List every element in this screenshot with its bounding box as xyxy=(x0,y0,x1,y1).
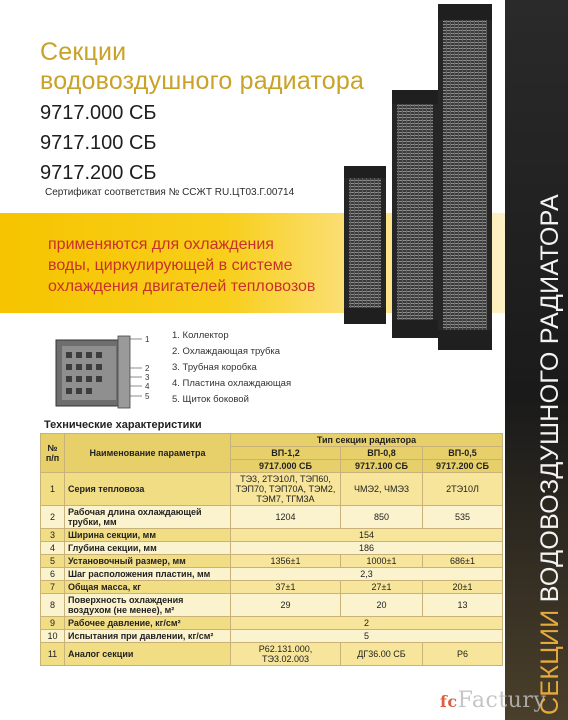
legend-item-2: 2. Охлаждающая трубка xyxy=(172,346,281,357)
row-value: Р6 xyxy=(423,643,503,666)
row-value: 535 xyxy=(423,506,503,529)
row-value: 20±1 xyxy=(423,581,503,594)
code-header-2: 9717.100 СБ xyxy=(341,460,423,473)
diagram-mark-3: 3 xyxy=(145,373,150,382)
row-number: 8 xyxy=(41,594,65,617)
title-block xyxy=(40,38,364,188)
legend-item-1: 1. Коллектор xyxy=(172,330,229,341)
diagram-mark-5: 5 xyxy=(145,392,150,401)
row-value: ДГ36.00 СБ xyxy=(341,643,423,666)
row-number: 10 xyxy=(41,630,65,643)
diagram-mark-2: 2 xyxy=(145,364,150,373)
row-parameter: Глубина секции, мм xyxy=(65,542,231,555)
row-number: 5 xyxy=(41,555,65,568)
row-number: 7 xyxy=(41,581,65,594)
row-value-merged: 154 xyxy=(231,529,503,542)
radiator-tall xyxy=(438,4,492,350)
radiator-small xyxy=(344,166,386,324)
row-number: 3 xyxy=(41,529,65,542)
row-number: 1 xyxy=(41,473,65,506)
side-title-part-2: ВОДОВОЗДУШНОГО РАДИАТОРА xyxy=(536,194,564,603)
radiator-medium xyxy=(392,90,438,338)
radiator-sections-illustration xyxy=(330,0,510,355)
row-parameter: Ширина секции, мм xyxy=(65,529,231,542)
row-value: 1356±1 xyxy=(231,555,341,568)
row-parameter: Серия тепловоза xyxy=(65,473,231,506)
row-number: 4 xyxy=(41,542,65,555)
diagram-mark-1: 1 xyxy=(145,335,150,344)
legend-item-5: 5. Щиток боковой xyxy=(172,394,249,405)
row-value: 686±1 xyxy=(423,555,503,568)
row-parameter: Испытания при давлении, кг/см² xyxy=(65,630,231,643)
row-parameter: Поверхность охлаждения воздухом (не менее), м² xyxy=(65,594,231,617)
col-param-header: Наименование параметра xyxy=(65,434,231,473)
row-value: 850 xyxy=(341,506,423,529)
usage-text xyxy=(48,234,378,297)
model-number-1: 9717.000 СБ xyxy=(40,102,157,124)
row-value-merged: 186 xyxy=(231,542,503,555)
row-number: 9 xyxy=(41,617,65,630)
page-title-line-1: Секции xyxy=(40,38,127,66)
table-row xyxy=(41,555,503,568)
row-parameter: Общая масса, кг xyxy=(65,581,231,594)
table-row xyxy=(41,529,503,542)
row-value: 27±1 xyxy=(341,581,423,594)
row-value: Р62.131.000, ТЭ3.02.003 xyxy=(231,643,341,666)
col-type-header: Тип секции радиатора xyxy=(231,434,503,447)
page-title-line-2: водовоздушного радиатора xyxy=(40,67,365,95)
code-header-1: 9717.000 СБ xyxy=(231,460,341,473)
tech-table-title: Технические характеристики xyxy=(44,419,202,431)
row-value: 1000±1 xyxy=(341,555,423,568)
row-number: 6 xyxy=(41,568,65,581)
row-parameter: Шаг расположения пластин, мм xyxy=(65,568,231,581)
code-header-3: 9717.200 СБ xyxy=(423,460,503,473)
side-title-part-1: СЕКЦИИ xyxy=(536,602,564,715)
row-value: ЧМЭ2, ЧМЭ3 xyxy=(341,473,423,506)
tech-specs-table xyxy=(40,433,503,666)
watermark-text: Factury xyxy=(457,688,547,713)
legend-item-3: 3. Трубная коробка xyxy=(172,362,257,373)
table-row xyxy=(41,473,503,506)
row-value-merged: 5 xyxy=(231,630,503,643)
watermark xyxy=(440,688,546,713)
usage-line-2: воды, циркулирующей в системе xyxy=(48,257,293,274)
model-number-3: 9717.200 СБ xyxy=(40,162,157,184)
table-row xyxy=(41,542,503,555)
radiator-section-diagram xyxy=(48,330,158,412)
table-row xyxy=(41,594,503,617)
row-parameter: Аналог секции xyxy=(65,643,231,666)
side-vertical-title xyxy=(536,194,565,715)
row-value: 37±1 xyxy=(231,581,341,594)
table-row xyxy=(41,506,503,529)
table-row xyxy=(41,581,503,594)
row-value: 2ТЭ10Л xyxy=(423,473,503,506)
row-value: 13 xyxy=(423,594,503,617)
row-value-merged: 2 xyxy=(231,617,503,630)
usage-line-3: охлаждения двигателей тепловозов xyxy=(48,278,316,295)
table-row xyxy=(41,568,503,581)
row-parameter: Рабочее давление, кг/см² xyxy=(65,617,231,630)
row-value: 1204 xyxy=(231,506,341,529)
row-parameter: Установочный размер, мм xyxy=(65,555,231,568)
watermark-logo-icon: fc xyxy=(440,692,458,711)
col-num-header: № п/п xyxy=(41,434,65,473)
row-value-merged: 2,3 xyxy=(231,568,503,581)
certificate-text: Сертификат соответствия № ССЖТ RU.ЦТ03.Г.00714 xyxy=(45,187,295,198)
diagram-mark-4: 4 xyxy=(145,382,150,391)
row-value: ТЭ3, 2ТЭ10Л, ТЭП60, ТЭП70, ТЭП70А, ТЭМ2, ТЭМ7, ТГМ3А xyxy=(231,473,341,506)
row-value: 20 xyxy=(341,594,423,617)
type-header-1: ВП-1,2 xyxy=(231,447,341,460)
usage-line-1: применяются для охлаждения xyxy=(48,236,274,253)
row-value: 29 xyxy=(231,594,341,617)
table-row xyxy=(41,617,503,630)
model-number-2: 9717.100 СБ xyxy=(40,132,157,154)
type-header-2: ВП-0,8 xyxy=(341,447,423,460)
row-number: 2 xyxy=(41,506,65,529)
parts-legend xyxy=(172,328,291,408)
legend-item-4: 4. Пластина охлаждающая xyxy=(172,378,292,389)
type-header-3: ВП-0,5 xyxy=(423,447,503,460)
table-row xyxy=(41,643,503,666)
row-number: 11 xyxy=(41,643,65,666)
row-parameter: Рабочая длина охлаждающей трубки, мм xyxy=(65,506,231,529)
table-row xyxy=(41,630,503,643)
